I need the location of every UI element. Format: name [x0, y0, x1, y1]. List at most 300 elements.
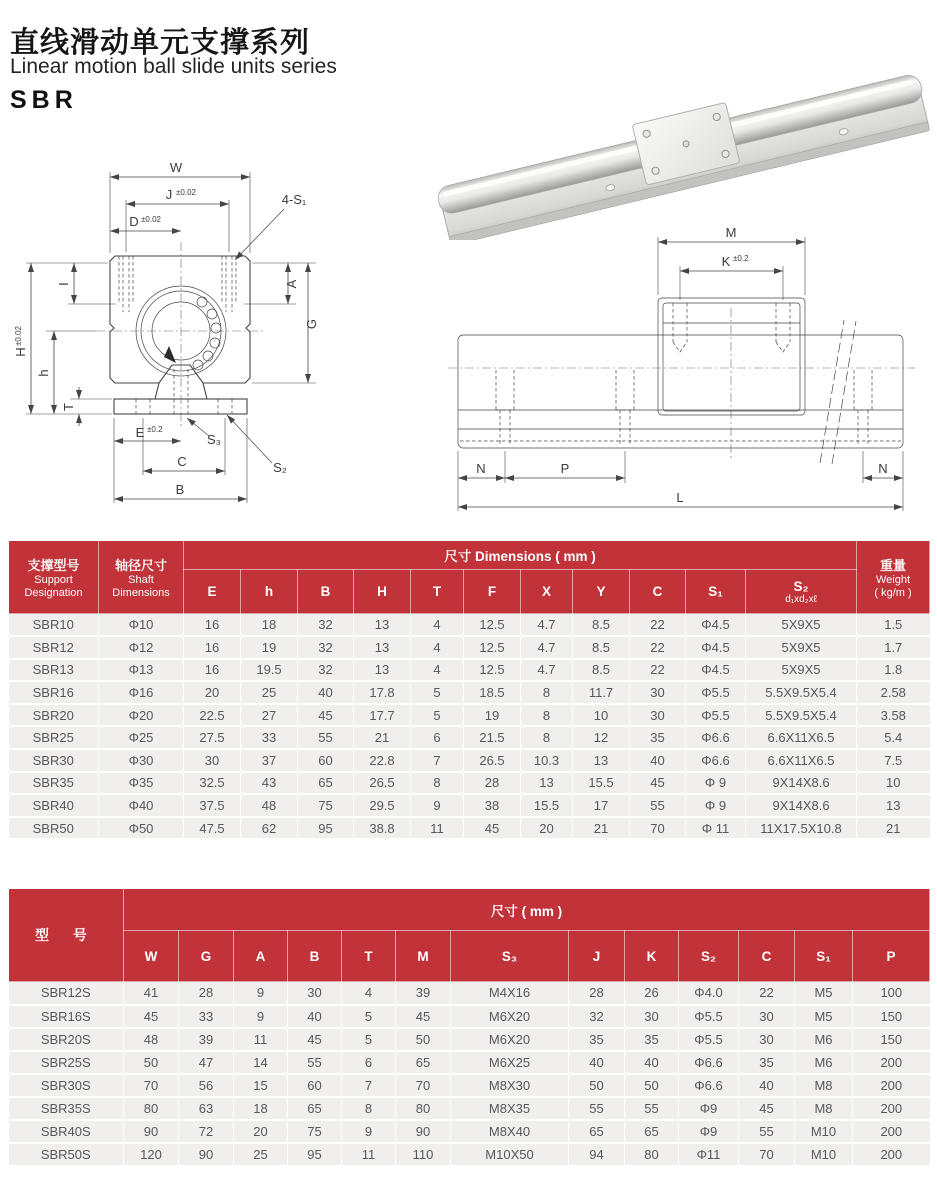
value-cell: 16: [184, 636, 241, 659]
label-t: T: [61, 403, 76, 411]
value-cell: 110: [396, 1143, 451, 1166]
value-cell: Φ13: [99, 659, 184, 682]
value-cell: 11X17.5X10.8: [746, 817, 857, 840]
table-row: [9, 659, 930, 682]
model-cell: SBR30S: [9, 1074, 124, 1097]
value-cell: 25: [234, 1143, 288, 1166]
column-header-C: C: [630, 570, 686, 614]
table-row: [9, 704, 930, 727]
value-cell: 5.4: [857, 726, 930, 749]
value-cell: 15: [234, 1074, 288, 1097]
value-cell: 40: [569, 1051, 625, 1074]
value-cell: 30: [739, 1005, 795, 1028]
value-cell: M5: [795, 982, 853, 1005]
value-cell: 16: [184, 614, 241, 637]
value-cell: 200: [853, 1074, 930, 1097]
label-n-left: N: [476, 461, 486, 476]
value-cell: 120: [124, 1143, 179, 1166]
value-cell: Φ4.5: [686, 614, 746, 637]
value-cell: 45: [396, 1005, 451, 1028]
value-cell: M10: [795, 1143, 853, 1166]
break-lines: [820, 320, 856, 464]
dimension-labels: [13, 160, 319, 497]
value-cell: Φ5.5: [679, 1028, 739, 1051]
value-cell: 200: [853, 1120, 930, 1143]
column-header-T: T: [411, 570, 464, 614]
col-weight: [857, 541, 930, 614]
value-cell: 38: [464, 794, 521, 817]
value-cell: M4X16: [451, 982, 569, 1005]
value-cell: 19.5: [241, 659, 298, 682]
table-row: [9, 772, 930, 795]
value-cell: Φ16: [99, 681, 184, 704]
value-cell: 6: [411, 726, 464, 749]
table2-header-row1: [9, 889, 930, 931]
shaft-en: Shaft Dimensions: [112, 573, 170, 599]
value-cell: 8: [521, 704, 573, 727]
value-cell: 22: [630, 614, 686, 637]
value-cell: 9: [411, 794, 464, 817]
column-header-H: H: [354, 570, 411, 614]
value-cell: 80: [124, 1097, 179, 1120]
label-h-lower: h: [36, 369, 51, 377]
value-cell: 29.5: [354, 794, 411, 817]
model-cell: SBR16S: [9, 1005, 124, 1028]
value-cell: 75: [298, 794, 354, 817]
value-cell: 14: [234, 1051, 288, 1074]
value-cell: 11: [411, 817, 464, 840]
value-cell: 5: [342, 1028, 396, 1051]
front-section-svg: [4, 156, 340, 524]
value-cell: 32: [569, 1005, 625, 1028]
label-s3: S₃: [207, 432, 221, 447]
label-m: M: [725, 225, 737, 240]
model-cell: SBR50: [9, 817, 99, 840]
value-cell: 80: [625, 1143, 679, 1166]
value-cell: 21.5: [464, 726, 521, 749]
column-header-A: A: [234, 931, 288, 982]
value-cell: 90: [396, 1120, 451, 1143]
value-cell: M6X25: [451, 1051, 569, 1074]
label-k: K: [721, 254, 731, 269]
value-cell: 18: [241, 614, 298, 637]
value-cell: 21: [857, 817, 930, 840]
value-cell: M6: [795, 1028, 853, 1051]
value-cell: 32: [298, 636, 354, 659]
value-cell: Φ30: [99, 749, 184, 772]
label-p: P: [560, 461, 570, 476]
value-cell: Φ6.6: [686, 726, 746, 749]
value-cell: 9X14X8.6: [746, 772, 857, 795]
model-cell: SBR40S: [9, 1120, 124, 1143]
value-cell: 45: [124, 1005, 179, 1028]
value-cell: 13: [573, 749, 630, 772]
value-cell: 10.3: [521, 749, 573, 772]
value-cell: 200: [853, 1143, 930, 1166]
table-row: [9, 1074, 930, 1097]
value-cell: 28: [569, 982, 625, 1005]
label-a: A: [284, 279, 299, 289]
value-cell: 35: [625, 1028, 679, 1051]
label-s2: S₂: [273, 460, 287, 475]
value-cell: 32.5: [184, 772, 241, 795]
center-lines: [96, 242, 266, 426]
value-cell: 18: [234, 1097, 288, 1120]
table-row: [9, 636, 930, 659]
value-cell: 19: [241, 636, 298, 659]
label-c: C: [177, 454, 187, 469]
value-cell: 11.7: [573, 681, 630, 704]
model-cell: SBR35S: [9, 1097, 124, 1120]
table1-body: [9, 614, 930, 840]
value-cell: 32: [298, 659, 354, 682]
table-row: [9, 1097, 930, 1120]
value-cell: Φ11: [679, 1143, 739, 1166]
value-cell: Φ 9: [686, 772, 746, 795]
value-cell: 21: [354, 726, 411, 749]
value-cell: 55: [630, 794, 686, 817]
value-cell: 12.5: [464, 614, 521, 637]
value-cell: Φ 11: [686, 817, 746, 840]
value-cell: 45: [464, 817, 521, 840]
col-support-designation: [9, 541, 99, 614]
housing-outline: [110, 256, 250, 414]
value-cell: Φ12: [99, 636, 184, 659]
table-row: [9, 1143, 930, 1166]
value-cell: 63: [179, 1097, 234, 1120]
label-w: W: [169, 160, 183, 175]
value-cell: 32: [298, 614, 354, 637]
value-cell: 6.6X11X6.5: [746, 749, 857, 772]
value-cell: 45: [298, 704, 354, 727]
value-cell: Φ5.5: [679, 1005, 739, 1028]
column-header-B: B: [288, 931, 342, 982]
value-cell: 30: [630, 681, 686, 704]
value-cell: 9X14X8.6: [746, 794, 857, 817]
value-cell: 65: [625, 1120, 679, 1143]
value-cell: 40: [625, 1051, 679, 1074]
value-cell: 13: [354, 659, 411, 682]
dimension-labels: [476, 225, 887, 505]
value-cell: Φ10: [99, 614, 184, 637]
value-cell: 95: [298, 817, 354, 840]
value-cell: 4: [342, 982, 396, 1005]
value-cell: 50: [124, 1051, 179, 1074]
value-cell: 1.7: [857, 636, 930, 659]
value-cell: M8X35: [451, 1097, 569, 1120]
value-cell: 26: [625, 982, 679, 1005]
column-header-S₂: S₂ d₁xd₂xℓ: [746, 570, 857, 614]
weight-unit: ( kg/m ): [874, 586, 912, 599]
column-header-X: X: [521, 570, 573, 614]
value-cell: 100: [853, 982, 930, 1005]
table-row: [9, 681, 930, 704]
model-cell: SBR12: [9, 636, 99, 659]
value-cell: 9: [234, 1005, 288, 1028]
model-cell: SBR25: [9, 726, 99, 749]
value-cell: 30: [739, 1028, 795, 1051]
model-cell: SBR20S: [9, 1028, 124, 1051]
value-cell: 9: [342, 1120, 396, 1143]
value-cell: 48: [124, 1028, 179, 1051]
value-cell: 30: [288, 982, 342, 1005]
value-cell: 10: [857, 772, 930, 795]
col-shaft-dimensions: [99, 541, 184, 614]
value-cell: 26.5: [464, 749, 521, 772]
side-view-diagram: [430, 210, 933, 522]
value-cell: 38.8: [354, 817, 411, 840]
value-cell: 9: [234, 982, 288, 1005]
value-cell: 56: [179, 1074, 234, 1097]
value-cell: 8: [521, 726, 573, 749]
value-cell: 28: [179, 982, 234, 1005]
value-cell: 6: [342, 1051, 396, 1074]
column-header-W: W: [124, 931, 179, 982]
value-cell: Φ5.5: [686, 681, 746, 704]
value-cell: Φ6.6: [679, 1051, 739, 1074]
value-cell: M8X40: [451, 1120, 569, 1143]
value-cell: 55: [298, 726, 354, 749]
value-cell: Φ9: [679, 1097, 739, 1120]
label-e: E: [135, 425, 145, 440]
value-cell: 3.58: [857, 704, 930, 727]
value-cell: Φ4.5: [686, 659, 746, 682]
column-header-J: J: [569, 931, 625, 982]
value-cell: 8.5: [573, 614, 630, 637]
table-row: [9, 726, 930, 749]
value-cell: 30: [630, 704, 686, 727]
column-header-h: h: [241, 570, 298, 614]
model-cell: SBR13: [9, 659, 99, 682]
value-cell: 150: [853, 1005, 930, 1028]
rail-outline: [448, 335, 915, 448]
label-j-tol: ±0.02: [176, 188, 196, 197]
value-cell: M6: [795, 1051, 853, 1074]
value-cell: 94: [569, 1143, 625, 1166]
value-cell: 60: [298, 749, 354, 772]
value-cell: 45: [630, 772, 686, 795]
model-cell: SBR50S: [9, 1143, 124, 1166]
model-cell: SBR25S: [9, 1051, 124, 1074]
value-cell: Φ4.0: [679, 982, 739, 1005]
value-cell: 13: [521, 772, 573, 795]
col-model: 型 号: [9, 889, 124, 982]
value-cell: 22: [630, 659, 686, 682]
label-d: D: [129, 214, 139, 229]
column-header-S₃: S₃: [451, 931, 569, 982]
model-cell: SBR10: [9, 614, 99, 637]
value-cell: 65: [298, 772, 354, 795]
surface-finish-mark: [164, 346, 176, 363]
dimension-lines: [26, 172, 316, 503]
column-header-S₂: S₂: [679, 931, 739, 982]
value-cell: 65: [396, 1051, 451, 1074]
value-cell: 12.5: [464, 659, 521, 682]
value-cell: Φ40: [99, 794, 184, 817]
label-j: J: [165, 187, 173, 202]
label-i: I: [56, 282, 71, 286]
value-cell: 8: [342, 1097, 396, 1120]
value-cell: 27: [241, 704, 298, 727]
value-cell: 12.5: [464, 636, 521, 659]
value-cell: 48: [241, 794, 298, 817]
table-row: [9, 1120, 930, 1143]
value-cell: 33: [241, 726, 298, 749]
value-cell: Φ5.5: [686, 704, 746, 727]
value-cell: 16: [184, 659, 241, 682]
value-cell: 55: [625, 1097, 679, 1120]
column-header-C: C: [739, 931, 795, 982]
value-cell: 40: [298, 681, 354, 704]
value-cell: 62: [241, 817, 298, 840]
value-cell: Φ20: [99, 704, 184, 727]
page-title-en: Linear motion ball slide units series: [10, 55, 337, 78]
table-row: [9, 794, 930, 817]
value-cell: 55: [288, 1051, 342, 1074]
support-zh: 支撑型号: [27, 557, 80, 573]
value-cell: 22.8: [354, 749, 411, 772]
value-cell: M5: [795, 1005, 853, 1028]
value-cell: 15.5: [521, 794, 573, 817]
label-n-right: N: [878, 461, 888, 476]
value-cell: 17.8: [354, 681, 411, 704]
value-cell: 30: [625, 1005, 679, 1028]
column-header-G: G: [179, 931, 234, 982]
column-header-P: P: [853, 931, 930, 982]
value-cell: 4.7: [521, 659, 573, 682]
value-cell: M8: [795, 1074, 853, 1097]
value-cell: 45: [288, 1028, 342, 1051]
value-cell: Φ6.6: [679, 1074, 739, 1097]
value-cell: 5: [411, 681, 464, 704]
value-cell: 26.5: [354, 772, 411, 795]
value-cell: 50: [625, 1074, 679, 1097]
value-cell: 70: [739, 1143, 795, 1166]
value-cell: 95: [288, 1143, 342, 1166]
label-e-tol: ±0.2: [147, 425, 163, 434]
hidden-holes: [119, 256, 236, 414]
side-view-svg: [430, 210, 933, 522]
value-cell: 5X9X5: [746, 659, 857, 682]
value-cell: Φ4.5: [686, 636, 746, 659]
column-header-K: K: [625, 931, 679, 982]
value-cell: 39: [179, 1028, 234, 1051]
dims-group-header-2: 尺寸 ( mm ): [124, 889, 930, 931]
value-cell: M6X20: [451, 1005, 569, 1028]
value-cell: 90: [179, 1143, 234, 1166]
value-cell: Φ6.6: [686, 749, 746, 772]
value-cell: 20: [521, 817, 573, 840]
value-cell: 200: [853, 1051, 930, 1074]
value-cell: 15.5: [573, 772, 630, 795]
value-cell: 72: [179, 1120, 234, 1143]
model-cell: SBR35: [9, 772, 99, 795]
value-cell: 40: [630, 749, 686, 772]
label-d-tol: ±0.02: [141, 215, 161, 224]
value-cell: 75: [288, 1120, 342, 1143]
value-cell: 6.6X11X6.5: [746, 726, 857, 749]
model-cell: SBR20: [9, 704, 99, 727]
value-cell: 7: [342, 1074, 396, 1097]
label-g: G: [304, 318, 319, 330]
label-4s1: 4-S₁: [281, 192, 307, 207]
value-cell: 8.5: [573, 636, 630, 659]
value-cell: 40: [288, 1005, 342, 1028]
value-cell: 70: [124, 1074, 179, 1097]
value-cell: 41: [124, 982, 179, 1005]
value-cell: 1.8: [857, 659, 930, 682]
value-cell: 37.5: [184, 794, 241, 817]
value-cell: 47: [179, 1051, 234, 1074]
shaft-zh: 轴径尺寸: [114, 557, 167, 573]
value-cell: 50: [396, 1028, 451, 1051]
value-cell: 30: [184, 749, 241, 772]
value-cell: 37: [241, 749, 298, 772]
table1-header-row1: [9, 541, 930, 570]
value-cell: 25: [241, 681, 298, 704]
front-section-diagram: [4, 156, 340, 524]
value-cell: 5.5X9.5X5.4: [746, 681, 857, 704]
value-cell: 20: [234, 1120, 288, 1143]
value-cell: M8: [795, 1097, 853, 1120]
column-header-F: F: [464, 570, 521, 614]
value-cell: 7.5: [857, 749, 930, 772]
value-cell: 45: [739, 1097, 795, 1120]
rail-holes: [496, 370, 872, 445]
column-header-M: M: [396, 931, 451, 982]
value-cell: M8X30: [451, 1074, 569, 1097]
table-row: [9, 1051, 930, 1074]
table-row: [9, 1028, 930, 1051]
value-cell: 19: [464, 704, 521, 727]
slide-block-outline: [658, 298, 805, 458]
column-header-Y: Y: [573, 570, 630, 614]
value-cell: 12: [573, 726, 630, 749]
value-cell: Φ35: [99, 772, 184, 795]
value-cell: 35: [569, 1028, 625, 1051]
model-cell: SBR16: [9, 681, 99, 704]
value-cell: 43: [241, 772, 298, 795]
value-cell: 21: [573, 817, 630, 840]
value-cell: 55: [739, 1120, 795, 1143]
value-cell: 1.5: [857, 614, 930, 637]
series-code: SBR: [10, 86, 78, 114]
value-cell: 65: [569, 1120, 625, 1143]
value-cell: 90: [124, 1120, 179, 1143]
table-row: [9, 817, 930, 840]
value-cell: 33: [179, 1005, 234, 1028]
table-row: [9, 614, 930, 637]
table-row: [9, 982, 930, 1005]
column-header-T: T: [342, 931, 396, 982]
value-cell: 35: [630, 726, 686, 749]
value-cell: 11: [342, 1143, 396, 1166]
label-l: L: [676, 490, 684, 505]
value-cell: 5X9X5: [746, 636, 857, 659]
weight-zh: 重量: [880, 557, 907, 573]
value-cell: 35: [739, 1051, 795, 1074]
value-cell: 40: [739, 1074, 795, 1097]
value-cell: Φ50: [99, 817, 184, 840]
dimension-lines: [458, 237, 903, 511]
value-cell: Φ 9: [686, 794, 746, 817]
value-cell: 5: [411, 704, 464, 727]
table2-header: [9, 889, 930, 982]
value-cell: M6X20: [451, 1028, 569, 1051]
value-cell: M10X50: [451, 1143, 569, 1166]
value-cell: 11: [234, 1028, 288, 1051]
value-cell: 20: [184, 681, 241, 704]
